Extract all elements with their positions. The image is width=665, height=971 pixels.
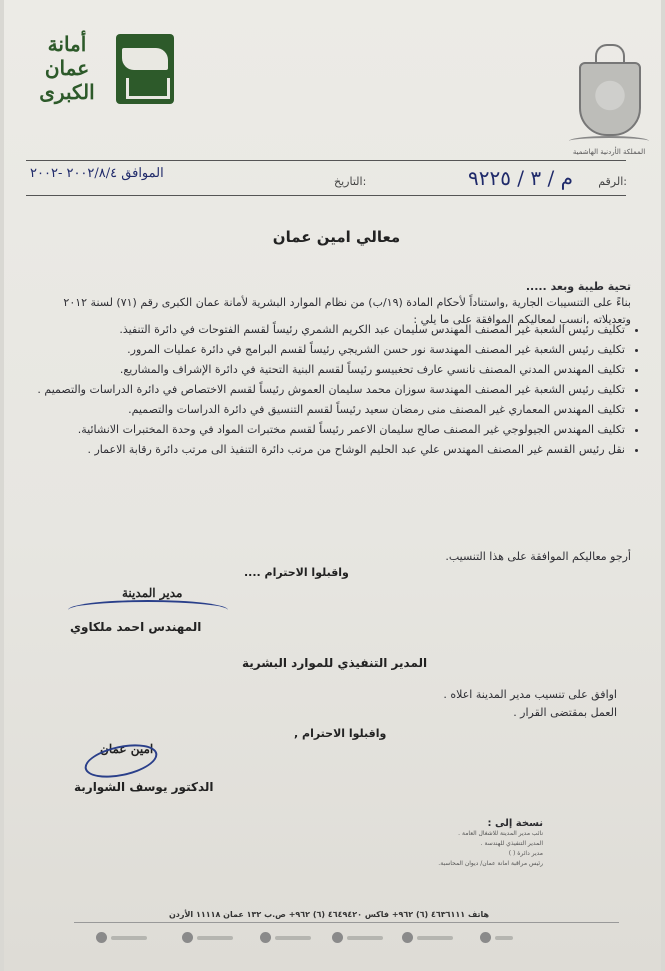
closing-request: أرجو معاليكم الموافقة على هذا التنسيب. [445,550,631,563]
list-item: • تكليف المهندس الجيولوجي غير المصنف صالح سليمان الاعمر رئيساً لقسم مختبرات المواد في وحدة المختبرات الانشائية. [20,420,625,439]
signature-stroke-icon [68,600,228,620]
decision-list [20,320,639,460]
ref-number: م / ٣ / ٩٢٢٥ [467,166,573,190]
social-web [96,932,147,943]
cc-block: نسخة إلى : نائب مدير المدينة للاشغال العامة . المدير التنفيذي للهندسة . مدير دائرة ( ) رئيس مراقبة امانة عمان/ ديوان المحاسبة. [438,818,543,867]
signature-2-name: الدكتور يوسف الشواربة [74,780,214,794]
app-icon [480,932,491,943]
list-item: • تكليف رئيس الشعبة غير المصنف المهندسة سوزان محمد سليمان العموش رئيساً لقسم الاختصاص في دائرة الدراسات والتصميم . [20,380,625,399]
list-item: • نقل رئيس القسم غير المصنف المهندس علي عبد الحليم الوشاح من مرتب دائرة التنفيذ الى مرتب دائرة رقابة الاعمار . [20,440,625,459]
amman-logo [24,28,174,108]
letter-page [4,0,661,971]
amman-logo-icon [116,34,174,104]
approval-date: الموافق ٢٠٠٢/٨/٤ -٢٠٠٢ [30,166,164,181]
social-twitter [260,932,311,943]
signature-1-name: المهندس احمد ملكاوي [70,620,202,634]
social-facebook [182,932,233,943]
signature-loop-icon [82,739,161,784]
approval-block: اوافق على تنسيب مدير المدينة اعلاه . العمل بمقتضى القرار . [443,688,617,719]
intro-paragraph: بناءً على التنسيبات الجارية ,واستناداً لأحكام المادة (١٩/ب) من نظام الموارد البشرية لأمانة عمان الكبرى رقم (٧١) لسنة ٢٠١٢ وتعديلاته ,انسب لمعاليكم الموافقة على ما يلي : [63,296,631,326]
signature-2-handwriting: امين عمان [100,742,154,756]
jordan-crest-icon [565,38,653,168]
list-item: • تكليف المهندس المدني المصنف نانسي عارف تحغبيسو رئيساً لقسم البنية التحتية في دائرة الإشراف والمشاريع. [20,360,625,379]
list-item: • تكليف رئيس الشعبة غير المصنف المهندسة نور حسن الشريجي رئيساً لقسم البرامج في دائرة عمليات المرور. [20,340,625,359]
logo-text: أمانة عمان الكبرى [39,32,95,104]
regards-1: واقبلوا الاحترام .... [244,566,349,579]
signature-1-handwriting: مدير المدينة [122,586,183,600]
social-app [480,932,513,943]
footer-address: هاتف ٤٦٣٦١١١ (٦) ٩٦٢+ فاكس ٤٦٤٩٤٢٠ (٦) ٩٦٢+ ص.ب ١٣٢ عمان ١١١١٨ الأردن [168,910,490,919]
instagram-icon [332,932,343,943]
addressee: معالي امين عمان [272,228,401,246]
exec-director: المدير التنفيذي للموارد البشرية [242,656,428,670]
greeting: تحية طيبة وبعد ..... [525,280,631,293]
list-item: • تكليف رئيس الشعبة غير المصنف المهندس سليمان عبد الكريم الشمري رئيساً لقسم الفتوحات في دائرة التنفيذ. [20,320,625,339]
youtube-icon [402,932,413,943]
twitter-icon [260,932,271,943]
date-label: التاريخ: [334,175,367,188]
footer-logo-icon [528,920,568,942]
crest-caption: المملكة الأردنية الهاشمية [572,148,646,156]
web-icon [96,932,107,943]
regards-2: واقبلوا الاحترام , [294,727,387,740]
social-instagram [332,932,383,943]
facebook-icon [182,932,193,943]
list-item: • تكليف المهندس المعماري غير المصنف منى رمضان سعيد رئيساً لقسم التنسيق في دائرة الدراسات والتصميم. [20,400,625,419]
ref-label: الرقم: [598,175,627,188]
social-youtube [402,932,453,943]
